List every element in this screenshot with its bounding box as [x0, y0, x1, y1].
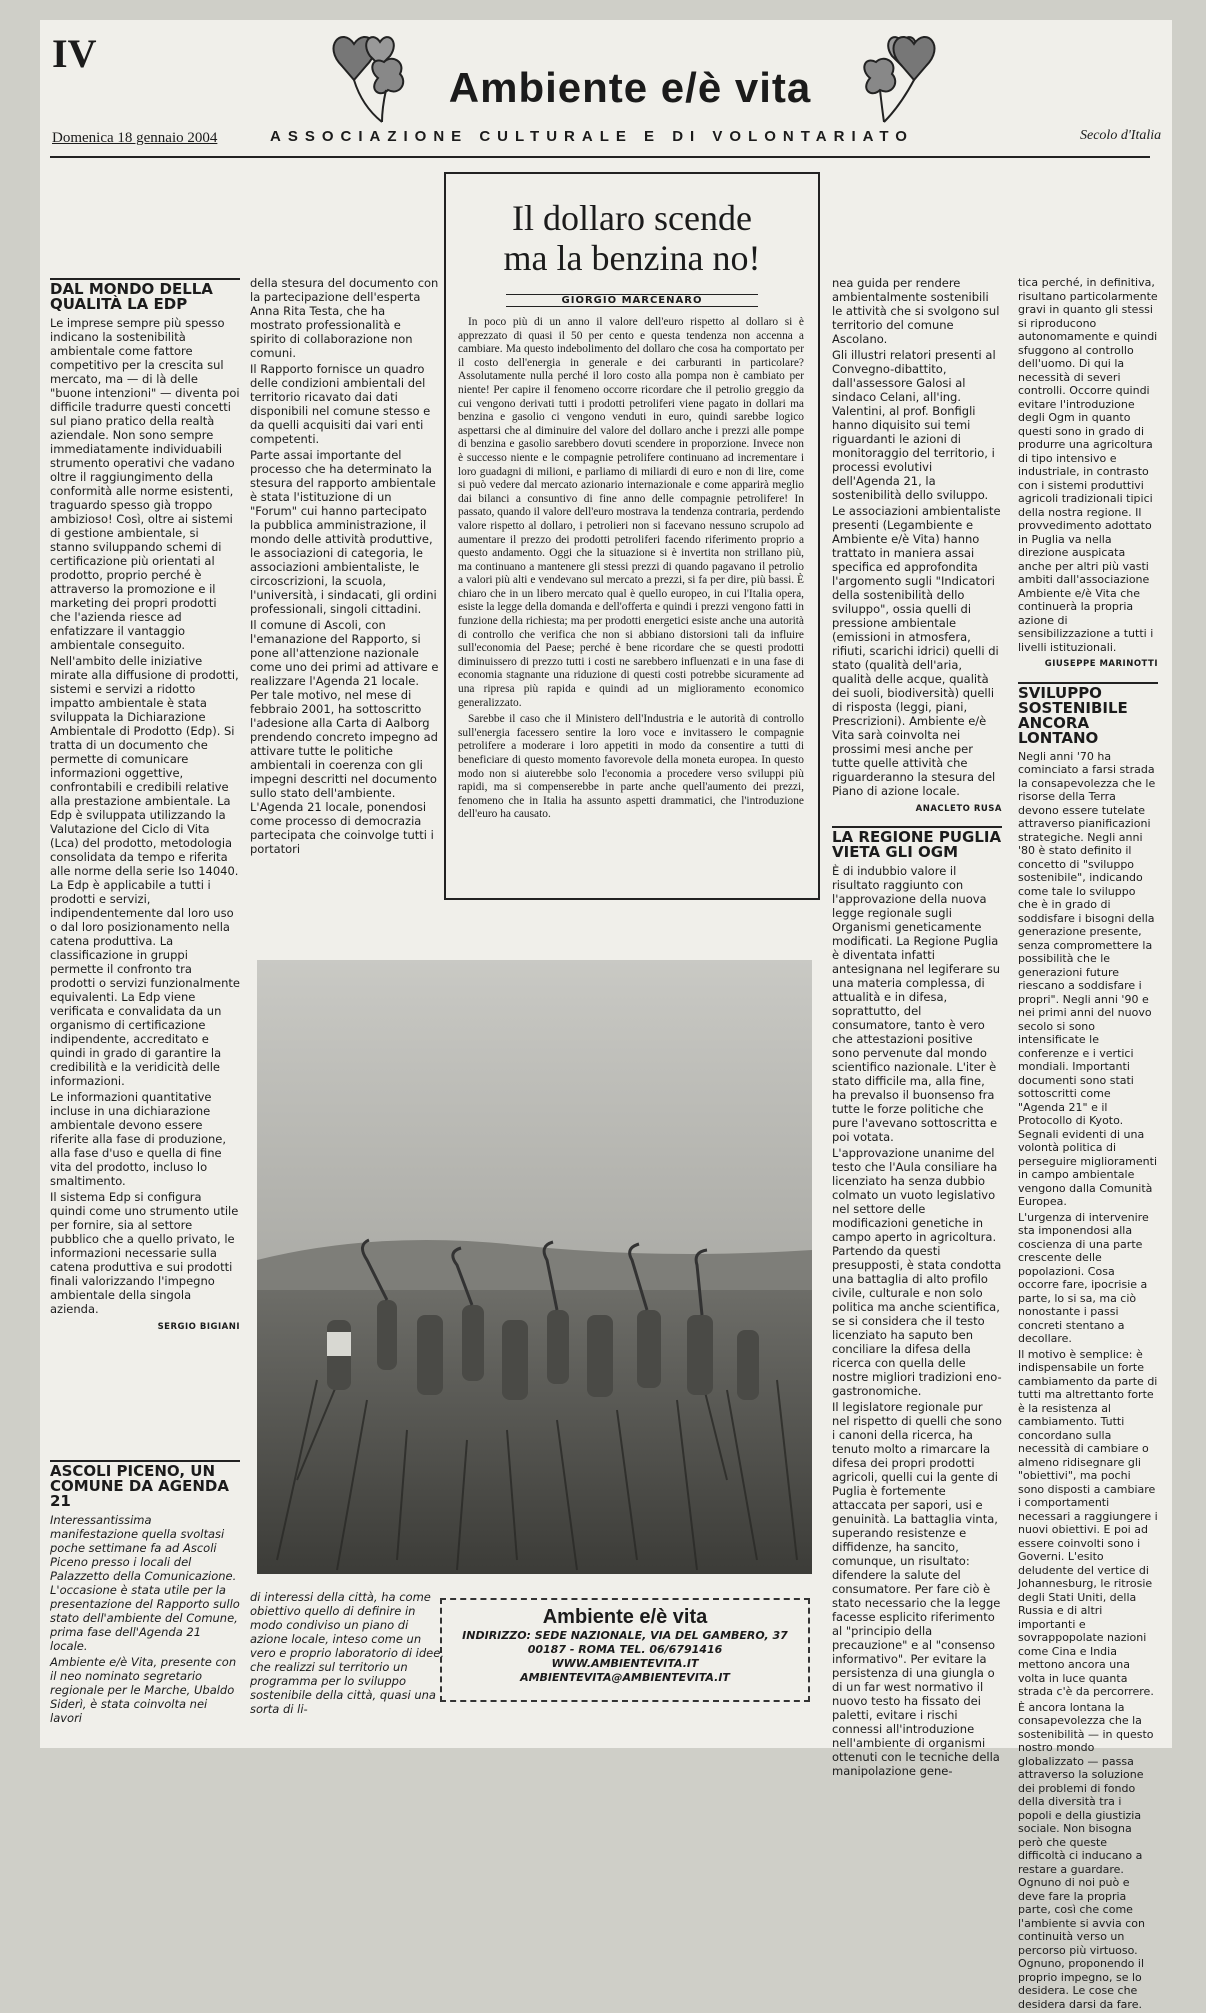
agenda-paragraph: nea guida per rendere ambientalmente sostenibili le attività che si svolgono sul territorio del comune Ascolano.: [832, 276, 1000, 346]
issue-date: Domenica 18 gennaio 2004: [52, 130, 218, 146]
section-title: Ambiente e/è vita: [448, 64, 812, 111]
feature-body: [458, 316, 804, 825]
contact-address: INDIRIZZO: SEDE NAZIONALE, VIA DEL GAMBERO, 37: [462, 1629, 788, 1642]
feature-paragraph: Sarebbe il caso che il Ministero dell'Industria e le autorità di controllo sull'energia facessero sentire la loro voce e invitassero le compagnie petrolifere a moderare i loro appetiti in modo da consentire a tutti di beneficiare di questo momento favorevole della moneta europea. In questo modo non si aiuterebbe solo l'economia a procedere verso sviluppi più rapidi, ma si compenserebbe in parte anche quell'aumento dei prezzi, fenomeno che in Italia ha assunto aspetti drammatici, che l'introduzione dell'euro ha causato.: [458, 713, 804, 821]
puglia-paragraph: L'approvazione unanime del testo che l'Aula consiliare ha licenziato ha senza dubbio colmato un vuoto legislativo nel settore delle modificazioni genetiche in campo aperto in agricoltura. Partendo da questi presupposti, è stata condotta una battaglia di alto profilo civile, culturale e non solo politica ma anche scientifica, se si considera che il testo licenziato ha saputo ben conciliare la difesa della ricerca con quella delle nostre migliori tradizioni eno-gastronomiche.: [832, 1146, 1002, 1398]
ascoli-paragraph: Interessantissima manifestazione quella svoltasi poche settimane fa ad Ascoli Piceno presso i locali del Palazzetto della Comunicazione. L'occasione è stata utile per la presentazione del Rapporto sullo stato dell'ambiente del Comune, prima fase dell'Agenda 21 locale.: [50, 1513, 240, 1653]
ascoli-paragraph: Ambiente e/è Vita, presente con il neo nominato segretario regionale per le Marche, Ubaldo Siderì, è stata coinvolta nei lavori: [50, 1655, 237, 1725]
feature-title-line: Il dollaro scende: [512, 198, 752, 238]
puglia-heading: LA REGIONE PUGLIA VIETA GLI OGM: [832, 828, 1002, 861]
sviluppo-heading: SVILUPPO SOSTENIBILE ANCORA LONTANO: [1018, 682, 1158, 746]
hearts-flower-logo-right: [840, 26, 950, 126]
edp-paragraph: Le imprese sempre più spesso indicano la sostenibilità ambientale come fattore competitivo per la crescita sul mercato, ma — di là delle "buone intenzioni" — diventa poi difficile tradurre questi concetti sul piano pratico della realtà aziendale. Non sono sempre immediatamente individuabili strumento operativi che vadano oltre il raggiungimento della conformità alle norme esistenti, traguardo spesso già troppo ambizioso! Così, oltre ai sistemi di gestione ambientale, si stanno sviluppando schemi di certificazione più orientati al prodotto, proprio perché è attraverso la promozione e il marketing dei propri prodotti che l'azienda riesce ad enfatizzare il vantaggio ambientale conseguito.: [50, 316, 240, 652]
ascoli-paragraph: della stesura del documento con la partecipazione dell'esperta Anna Rita Testa, che ha mostrato professionalità e spirito di collaborazione non comuni.: [250, 276, 439, 360]
contact-phone: 00187 - ROMA TEL. 06/6791416: [527, 1643, 723, 1656]
sviluppo-paragraph: Negli anni '70 ha cominciato a farsi strada la consapevolezza che le risorse della Terra devono essere tutelate attraverso pianificazioni strategiche. Negli anni '80 è stato definito il concetto di "sviluppo sostenibile", indicando come tale lo sviluppo che è in grado di soddisfare i bisogni della generazione presente, senza compromettere la possibilità che le generazioni future riescano a soddisfare i propri". Negli anni '90 e nei primi anni del nuovo secolo si sono intensificate le conferenze e i vertici mondiali. Importanti documenti sono stati sottoscritti come "Agenda 21" e il Protocollo di Kyoto. Segnali evidenti di una volontà politica di perseguire miglioramenti in campo ambientale vengono dalla Comunità Europea.: [1018, 749, 1158, 1208]
feature-article-box: [444, 172, 820, 900]
feature-paragraph: In poco più di un anno il valore dell'euro rispetto al dollaro si è apprezzato di quasi il 50 per cento e questa tendenza non accenna a cambiare. Ma questo indebolimento del dollaro che cosa ha comportato per il costo dell'energia in generale e dei carburanti in particolare? Assolutamente nulla perché il loro costo alla pompa non è cambiato per niente! Per capire il fenomeno occorre ricordare che il petrolio greggio da cui vengono derivati tutti i prodotti petroliferi viene pagato in dollari ma benzina e gasolio ci vengono venduti in euro, quindi sarebbe logico aspettarsi che al diminuire del valore del dollaro anche i prezzi alle pompe di benzina e gasolio sarebbero dovuti scendere in proporzione. Invece non è successo niente e le compagnie petrolifere continuano ad incrementare i loro guadagni di milioni, e parliamo di miliardi di euro e non di lire, come si può vedere dal mercato azionario internazionale e come apparirà meglio dai bilanci a consuntivo di fine anno delle compagnie petrolifere! In passato, quando il valore dell'euro mostrava la tendenza contraria, perdendo valore rispetto al dollaro, i petrolieri non si facevano nessuno scrupolo ad aumentare il prezzo dei prodotti petroliferi facendo riferimento proprio a questo andamento. Oggi che la situazione si è invertita non strillano più, ma continuano a mantenere gli stessi prezzi di quando pagavano il petrolio a valori più alti e vendevano sul mercato a prezzi, si fa per dire, più bassi. È chiaro che in un libero mercato qual è quello europeo, in cui l'Italia opera, esiste la legge della domanda e dell'offerta e quindi i prezzi vengono fatti in funzione della richiesta; ma per prodotti energetici esiste anche una autorità di controllo che verifica che non si abbiano distorsioni tali da influire sull'economia del Paese; perché è bene ricordare che se questi prodotti diminuissero di prezzo tutti i costi ne sarebbero influenzati e in una fase di economia stagnante una riduzione di questi costi potrebbe sicuramente ad una ripresa più rapida e quindi ad un miglioramento economico generalizzato.: [458, 316, 804, 709]
feature-author: GIORGIO MARCENARO: [506, 294, 758, 307]
hearts-flower-logo-left: [312, 26, 422, 126]
newspaper-page: [40, 20, 1172, 2011]
ascoli-paragraph: Il Rapporto fornisce un quadro delle condizioni ambientali del territorio ricavato dai dati disponibili nel comune stesso e da quelli acquisiti dai vari enti competenti.: [250, 362, 431, 446]
ascoli-paragraph: Il comune di Ascoli, con l'emanazione del Rapporto, si pone all'attenzione nazionale come uno dei primi ad attivare e realizzare l'Agenda 21 locale. Per tale motivo, nel mese di febbraio 2001, ha sottoscritto l'adesione alla Carta di Aalborg prendendo concreto impegno ad attivare tutte le politiche ambientali in coerenza con gli impegni descritti nel documento sullo stato dell'ambiente. L'Agenda 21 locale, ponendosi come processo di democrazia partecipata che coinvolge tutti i portatori: [250, 618, 439, 856]
column-ascoli-bottom: [250, 1590, 445, 1718]
puglia-paragraph: Il legislatore regionale pur nel rispetto di quelli che sono i canoni della ricerca, ha tenuto molto a rimarcare la difesa dei propri prodotti agricoli, quelli cui la gente di Puglia è fortemente attaccata per sapori, usi e genuinità. La battaglia vinta, superando resistenze e diffidenze, ha sancito, comunque, un risultato: difendere la salute del consumatore. Per fare ciò è stato necessario che la legge facesse esplicito riferimento al "principio della precauzione" e al "consenso informativo". Per evitare la persistenza di una giungla o di un far west normativo il nuovo testo ha fissato dei paletti, evitare i rischi connessi all'introduzione nell'ambiente di organismi ottenuti con le tecniche della manipolazione gene-: [832, 1400, 1002, 1778]
ascoli-paragraph: di interessi della città, ha come obiettivo quello di definire in modo condiviso un piano di azione locale, inteso come un vero e proprio laboratorio di idee, che realizzi sul territorio un programma per lo sviluppo sostenibile della città, quasi una sorta di li-: [250, 1590, 444, 1716]
ascoli-heading: ASCOLI PICENO, UN COMUNE DA AGENDA 21: [50, 1460, 240, 1509]
edp-signature: SERGIO BIGIANI: [157, 1322, 240, 1332]
sviluppo-paragraph: È ancora lontana la consapevolezza che la sostenibilità — in questo nostro mondo globalizzato — passa attraverso la soluzione dei problemi di fondo della diversità tra i popoli e della giustizia sociale. Non bisogna però che queste difficoltà ci inducano a restare a guardare. Ognuno di noi può e deve fare la propria parte, così che come l'ambiente si avvia con continuità verso un percorso più virtuoso. Ognuno, proponendo il proprio impegno, se lo desidera. Le cose che desidera darsi da fare.: [1018, 1700, 1154, 2011]
newspaper-name: Secolo d'Italia: [1080, 128, 1162, 143]
sviluppo-paragraph: L'urgenza di intervenire sta imponendosi alla coscienza di una parte crescente delle popolazioni. Cosa occorre fare, ipocrisie a parte, lo si sa, ma ciò nonostante i passi concreti stentano a decollare.: [1018, 1210, 1149, 1345]
column-edp: [50, 278, 240, 1344]
field-protest-photo: [257, 960, 812, 1574]
feature-title-line: ma la benzina no!: [503, 238, 761, 278]
association-banner: ASSOCIAZIONE CULTURALE E DI VOLONTARIATO: [270, 128, 914, 145]
edp-paragraph: Nell'ambito delle iniziative mirate alla diffusione di prodotti, sistemi e servizi a ridotto impatto ambientale è stata sviluppata la Dichiarazione Ambientale di Prodotto (Edp). Si tratta di un documento che permette di comunicare informazioni oggettive, confrontabili e credibili relative alla prestazione ambientale. La Edp è sviluppata utilizzando la Valutazione del Ciclo di Vita (Lca) del prodotto, metodologia consolidata da tempo e riferita alle norme della serie Iso 14040. La Edp è applicabile a tutti i prodotti e servizi, indipendentemente dal loro uso o dal loro posizionamento nella catena produttiva. La classificazione in gruppi permette il confronto tra prodotti o servizi funzionalmente equivalenti. La Edp viene verificata e convalidata da un organismo di certificazione indipendente, accreditato e quindi in grado di garantire la credibilità e la veridicità delle informazioni.: [50, 654, 240, 1088]
feature-title: [446, 198, 818, 278]
association-contact-box: [440, 1598, 810, 1702]
sviluppo-paragraph: Il motivo è semplice: è indispensabile un forte cambiamento da parte di tutti ma altrettanto forte è la resistenza al cambiamento. Tutti concordano sulla necessità di cambiare o almeno ridisegnare gli "obiettivi", ma pochi sono disposti a cambiare i comportamenti necessari a raggiungere i nuovi obiettivi. E poi ad essere coinvolti sono i Governi. L'esito deludente del vertice di Johannesburg, le ritrosie degli Stati Uniti, della Russia e di altri importanti e sovrappopolate nazioni come Cina e India mettono ancora una volta in luce quanta strada c'è da percorrere.: [1018, 1347, 1158, 1698]
column-sviluppo: [1018, 276, 1158, 2013]
page-number: IV: [52, 31, 97, 76]
column-ascoli: [50, 1460, 240, 1727]
edp-paragraph: Il sistema Edp si configura quindi come uno strumento utile per fornire, sia al settore pubblico che a quello privato, le informazioni necessarie sulla catena produttiva e sui prodotti finali valorizzando l'impegno ambientale della singola azienda.: [50, 1190, 239, 1316]
contact-website[interactable]: WWW.AMBIENTEVITA.IT: [551, 1657, 699, 1670]
column-agenda-ogm: [832, 276, 1002, 1780]
contact-email[interactable]: AMBIENTEVITA@AMBIENTEVITA.IT: [520, 1671, 730, 1684]
photo-image: [257, 960, 812, 1574]
contact-title: Ambiente e/è vita: [542, 1606, 708, 1628]
puglia-signature: GIUSEPPE MARINOTTI: [1044, 659, 1158, 669]
column-ascoli-continued: [250, 276, 440, 858]
agenda-paragraph: Gli illustri relatori presenti al Convegno-dibattito, dall'assessore Galosi al sindaco Celani, all'ing. Valentini, al prof. Bonfigli hanno diquisito sui temi riguardanti le azioni di monitoraggio del territorio, i processi evolutivi dell'Agenda 21, la sostenibilità dello sviluppo.: [832, 348, 996, 502]
puglia-paragraph: tica perché, in definitiva, risultano particolarmente gravi in quanto gli stessi si riproducono autonomamente e quindi sfuggono al controllo dell'uomo. Di qui la necessità di severi controlli. Occorre quindi evitare l'introduzione degli Ogm in quanto questi sono in grado di produrre una agricoltura di tipo intensivo e industriale, in contrasto con i sistemi produttivi agricoli tradizionali tipici della nostra regione. Il provvedimento adottato in Puglia va nella direzione auspicata anche per altri più vasti ambiti dall'associazione Ambiente e/è Vita che continuerà la propria azione di sensibilizzazione a tutti i livelli istituzionali.: [1018, 276, 1158, 654]
edp-paragraph: Le informazioni quantitative incluse in una dichiarazione ambientale devono essere riferite alla fase di produzione, alla fase d'uso e quella di fine vita del prodotto, incluso lo smaltimento.: [50, 1090, 227, 1188]
edp-heading: DAL MONDO DELLA QUALITÀ LA EDP: [50, 278, 240, 312]
ascoli-paragraph: Parte assai importante del processo che ha determinato la stesura del rapporto ambientale è stata l'istituzione di un "Forum" cui hanno partecipato la pubblica amministrazione, il mondo delle attività produttive, le associazioni di categoria, le associazioni ambientaliste, le circoscrizioni, la scuola, l'università, i sindacati, gli ordini professionali, singoli cittadini.: [250, 448, 437, 616]
agenda-signature: ANACLETO RUSA: [915, 804, 1002, 814]
agenda-paragraph: Le associazioni ambientaliste presenti (Legambiente e Ambiente e/è Vita) hanno trattato in maniera assai specifica ed approfondita l'argomento sugli "Indicatori della sostenibilità dello sviluppo", ossia quelli di pressione ambientale (emissioni in atmosfera, rifiuti, scarichi idrici) quelli di stato (qualità dell'aria, qualità delle acque, qualità dei suoli, biodiversità) quelli di risposta (leggi, piani, Prescrizioni). Ambiente e/è Vita sarà coinvolta nei prossimi mesi anche per tutte quelle attività che riguarderanno la stesura del Piano di azione locale.: [832, 504, 1001, 798]
puglia-paragraph: È di indubbio valore il risultato raggiunto con l'approvazione della nuova legge regionale sugli Organismi geneticamente modificati. La Regione Puglia è diventata infatti antesignana nel legiferare su una materia complessa, di attualità e in difesa, soprattutto, del consumatore, tanto è vero che attestazioni positive sono pervenute dal mondo scientifico nazionale. L'iter è stato difficile ma, alla fine, ha prevalso il buonsenso fra tutte le forze politiche che pure l'avevano sottoscritta e poi votata.: [832, 864, 1001, 1144]
